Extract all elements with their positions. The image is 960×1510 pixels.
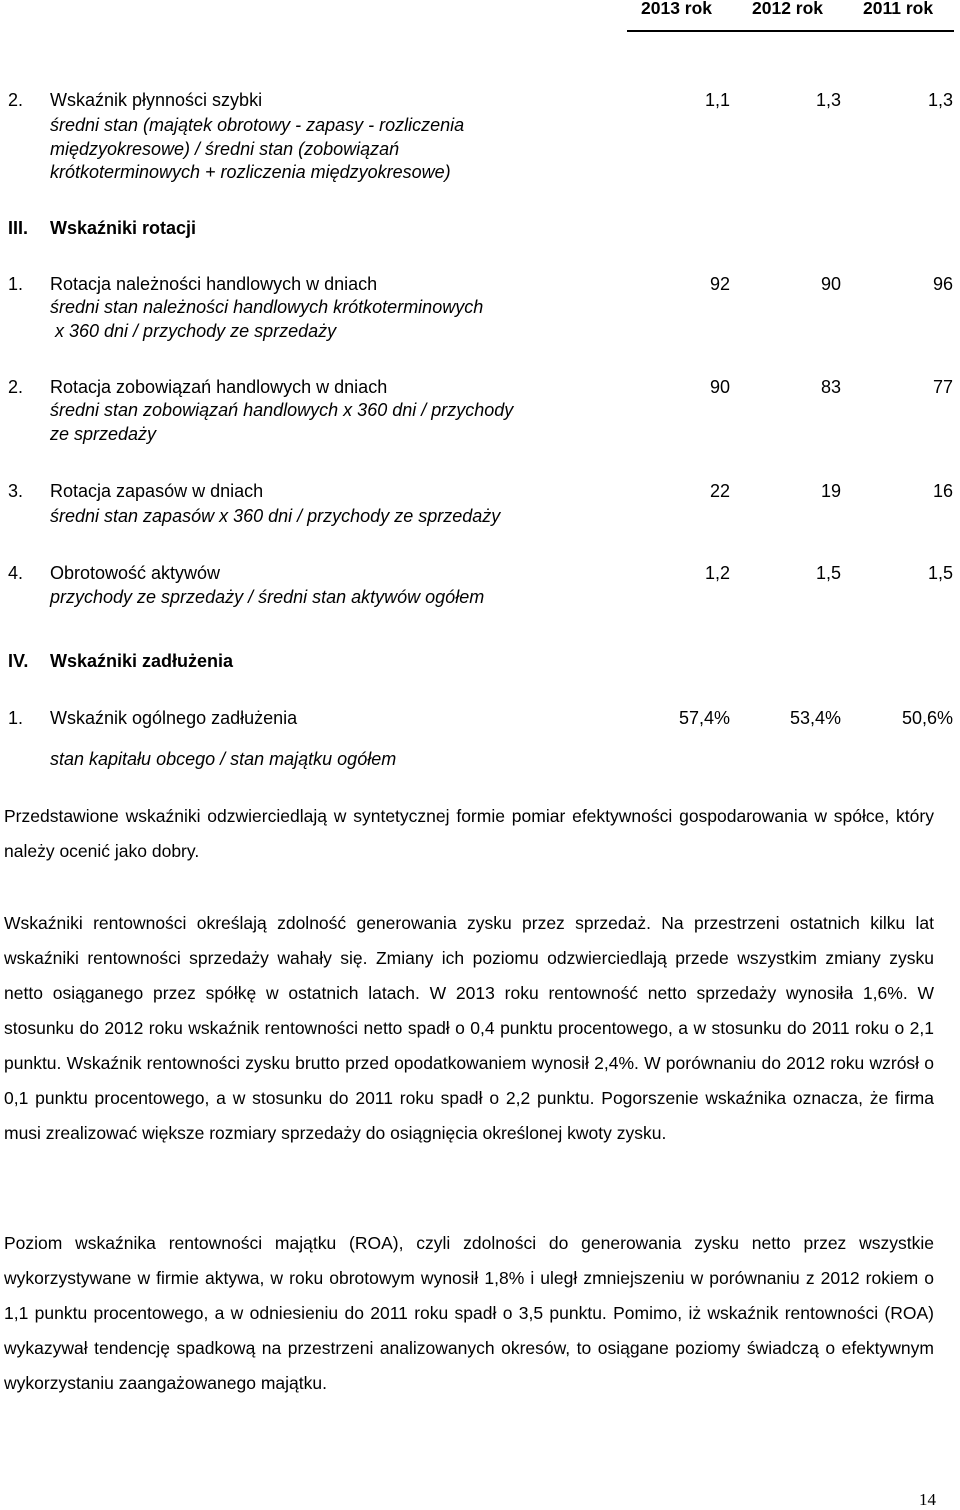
page-number: 14 [919,1490,936,1509]
value-2013: 1,1 [704,90,730,110]
description-line: średni stan należności handlowych krótkoterminowych [50,297,484,317]
paragraph-text: Przedstawione wskaźniki odzwierciedlają w syntetycznej formie pomiar efektywności gospodarowania w spółce, który należy ocenić jako dobry. [4,806,934,861]
value-2013: 57,4% [678,708,730,728]
item-number: 4. [8,563,24,583]
item-number: 1. [8,274,24,294]
value-2011: 1,5 [927,563,953,583]
header-underline [627,30,954,32]
section-roman-numeral: IV. [8,651,29,671]
year-header-2012: 2012 rok [752,0,824,18]
item-number: 2. [8,90,24,110]
value-2012: 90 [820,274,841,294]
item-number: 3. [8,481,24,501]
profitability-paragraph [4,906,934,1151]
section-roman-numeral: III. [8,218,29,238]
paragraph-text: Wskaźniki rentowności określają zdolność generowania zysku przez sprzedaż. Na przestrzeni ostatnich kilku lat wskaźniki rentowności sprzedaży wahały się. Zmiany ich poziomu odzwierciedlają przede wszystkim zmiany zysku netto osiąganego przez spółkę w ostatnich latach. W 2013 roku rentowność netto sprzedaży wynosiła 1,6%. W stosunku do 2012 roku wskaźnik rentowności netto spadł o 0,4 punktu procentowego, a w stosunku do 2011 roku o 2,1 punktu. Wskaźnik rentowności zysku brutto przed opodatkowaniem wynosił 2,4%. W porównaniu do 2012 roku wzrósł o 0,1 punktu procentowego, a w stosunku do 2011 roku spadł o 2,2 punktu. Pogorszenie wskaźnika oznacza, że firma musi zrealizować większe rozmiary sprzedaży do osiągnięcia określonej kwoty zysku. [4,913,934,1143]
description-line: krótkoterminowych + rozliczenia międzyokresowe) [50,162,451,182]
item-description [50,505,500,529]
year-header-2013: 2013 rok [641,0,713,18]
item-number: 1. [8,708,24,728]
description-line: międzyokresowe) / średni stan (zobowiązań [50,138,400,159]
value-2013: 1,2 [704,563,730,583]
value-2011: 16 [932,481,953,501]
description-line: średni stan zapasów x 360 dni / przychody ze sprzedaży [50,506,501,526]
value-2011: 96 [932,274,953,294]
summary-paragraph [4,799,934,869]
item-description [50,296,483,343]
item-title: Wskaźnik płynności szybki [50,90,263,110]
section-title: Wskaźniki zadłużenia [50,651,234,671]
description-line: ze sprzedaży [50,423,157,444]
value-2011: 50,6% [901,708,953,728]
item-description [50,399,513,446]
value-2013: 92 [709,274,730,294]
description-line: x 360 dni / przychody ze sprzedaży [50,320,337,341]
item-description [50,114,464,185]
value-2011: 77 [932,377,953,397]
value-2013: 90 [709,377,730,397]
value-2012: 83 [820,377,841,397]
value-2013: 22 [709,481,730,501]
value-2011: 1,3 [927,90,953,110]
value-2012: 1,3 [815,90,841,110]
item-title: Wskaźnik ogólnego zadłużenia [50,708,298,728]
description-line: średni stan zobowiązań handlowych x 360 dni / przychody [50,400,514,420]
value-2012: 1,5 [815,563,841,583]
item-title: Rotacja należności handlowych w dniach [50,274,378,294]
value-2012: 19 [820,481,841,501]
year-header-2011: 2011 rok [863,0,934,18]
item-description [50,586,484,610]
item-title: Rotacja zapasów w dniach [50,481,264,501]
section-title: Wskaźniki rotacji [50,218,197,238]
value-2012: 53,4% [789,708,841,728]
description-line: przychody ze sprzedaży / średni stan aktywów ogółem [50,587,485,607]
item-title: Obrotowość aktywów [50,563,221,583]
roa-paragraph [4,1226,934,1401]
item-description: stan kapitału obcego / stan majątku ogółem [50,749,397,769]
item-number: 2. [8,377,24,397]
paragraph-text: Poziom wskaźnika rentowności majątku (ROA), czyli zdolności do generowania zysku netto przez wszystkie wykorzystywane w firmie aktywa, w roku obrotowym wynosił 1,8% i uległ zmniejszeniu w porównaniu z 2012 rokiem o 1,1 punktu procentowego, a w odniesieniu do 2011 roku spadł o 3,5 punktu. Pomimo, iż wskaźnik rentowności (ROA) wykazywał tendencję spadkową na przestrzeni analizowanych okresów, to osiągane poziomy świadczą o efektywnym wykorzystaniu zaangażowanego majątku. [4,1233,934,1393]
description-line: średni stan (majątek obrotowy - zapasy - rozliczenia [50,115,465,135]
item-title: Rotacja zobowiązań handlowych w dniach [50,377,388,397]
